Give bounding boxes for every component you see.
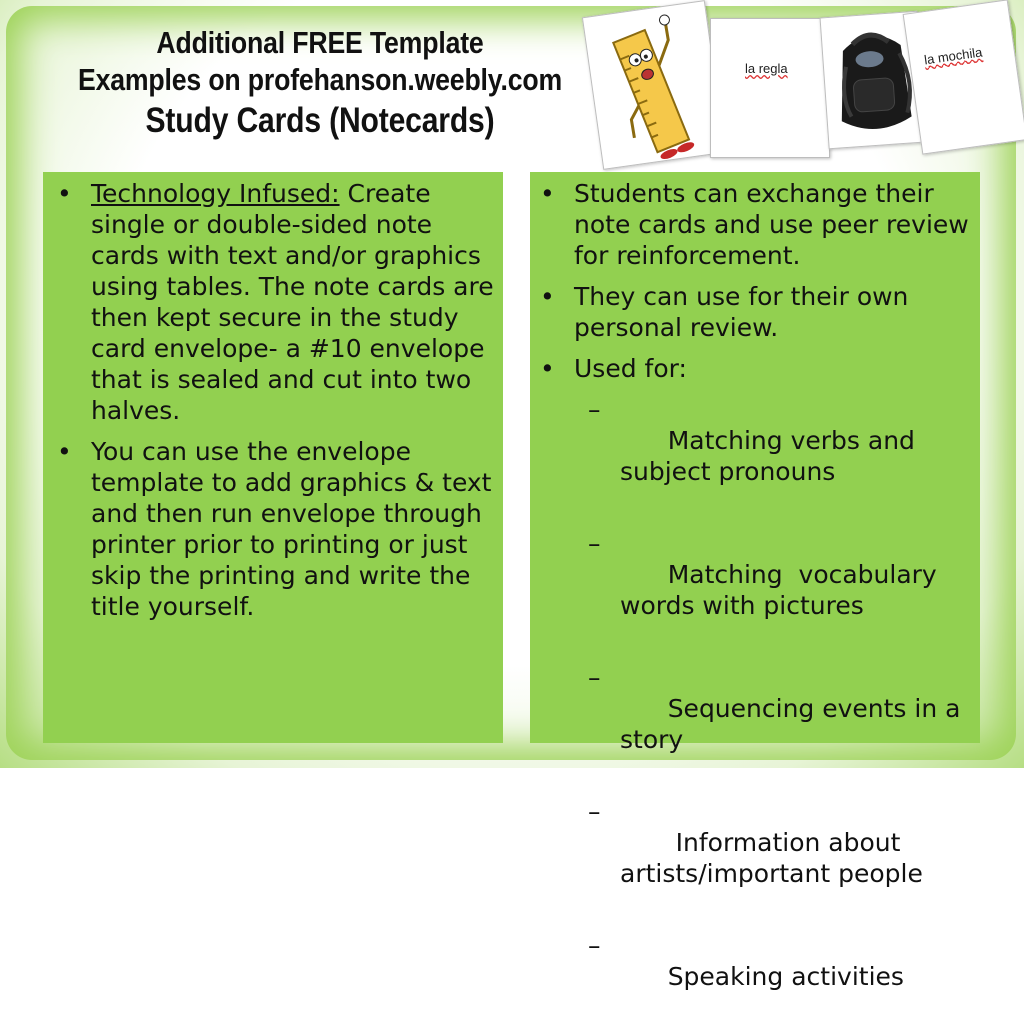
envelope-template-text: You can use the envelope template to add graphics & text and then run envelope through printer prior to printing or just skip the printing and write the title yourself. bbox=[91, 437, 492, 621]
left-content-panel bbox=[43, 172, 503, 743]
bullet-dot-icon: • bbox=[57, 437, 72, 466]
bullet-exchange-note-cards bbox=[538, 178, 974, 271]
bullet-personal-review bbox=[538, 281, 974, 343]
ruler-picture-card bbox=[582, 0, 726, 170]
cartoon-ruler-image bbox=[583, 1, 725, 168]
technology-infused-label: Technology Infused: bbox=[91, 179, 340, 208]
sub-bullet-text: Sequencing events in a story bbox=[620, 694, 969, 754]
sub-bullet-text: Information about artists/important people bbox=[620, 828, 923, 888]
used-for-text: Used for: bbox=[574, 354, 687, 383]
dash-icon: – bbox=[588, 931, 601, 960]
right-bullet-list bbox=[530, 172, 980, 1023]
la-mochila-text: la mochila bbox=[923, 44, 984, 68]
bullet-technology-infused bbox=[55, 178, 497, 426]
bullet-dot-icon: • bbox=[540, 282, 555, 311]
technology-infused-text: Create single or double-sided note cards with text and/or graphics using tables. The note cards are then kept secure in the study card envelope- a #10 envelope that is sealed and cut into two halves. bbox=[91, 179, 494, 425]
bullet-used-for bbox=[538, 353, 974, 384]
sub-bullet-speaking bbox=[538, 930, 974, 1023]
la-regla-word-card bbox=[710, 18, 830, 158]
sub-bullet-sequencing bbox=[538, 662, 974, 786]
bullet-dot-icon: • bbox=[540, 179, 555, 208]
slide-title bbox=[62, 24, 578, 144]
title-line-1: Additional FREE Template bbox=[156, 25, 484, 60]
title-line-3: Study Cards (Notecards) bbox=[145, 101, 495, 140]
right-content-panel bbox=[530, 172, 980, 991]
exchange-note-cards-text: Students can exchange their note cards and use peer review for reinforcement. bbox=[574, 179, 969, 270]
la-mochila-word-card bbox=[903, 0, 1024, 155]
bullet-dot-icon: • bbox=[540, 354, 555, 383]
title-line-2: Examples on profehanson.weebly.com bbox=[77, 62, 563, 97]
sub-bullet-text: Speaking activities bbox=[667, 962, 904, 991]
sub-bullet-text: Matching vocabulary words with pictures bbox=[620, 560, 945, 620]
la-regla-text: la regla bbox=[745, 61, 788, 76]
sub-bullet-vocabulary bbox=[538, 528, 974, 652]
sub-bullet-verbs bbox=[538, 394, 974, 518]
dash-icon: – bbox=[588, 797, 601, 826]
dash-icon: – bbox=[588, 663, 601, 692]
personal-review-text: They can use for their own personal review. bbox=[574, 282, 909, 342]
sub-bullet-artists bbox=[538, 796, 974, 920]
dash-icon: – bbox=[588, 529, 601, 558]
dash-icon: – bbox=[588, 395, 601, 424]
left-bullet-list bbox=[43, 172, 503, 622]
sub-bullet-text: Matching verbs and subject pronouns bbox=[620, 426, 923, 486]
bullet-dot-icon: • bbox=[57, 179, 72, 208]
bullet-envelope-template bbox=[55, 436, 497, 622]
